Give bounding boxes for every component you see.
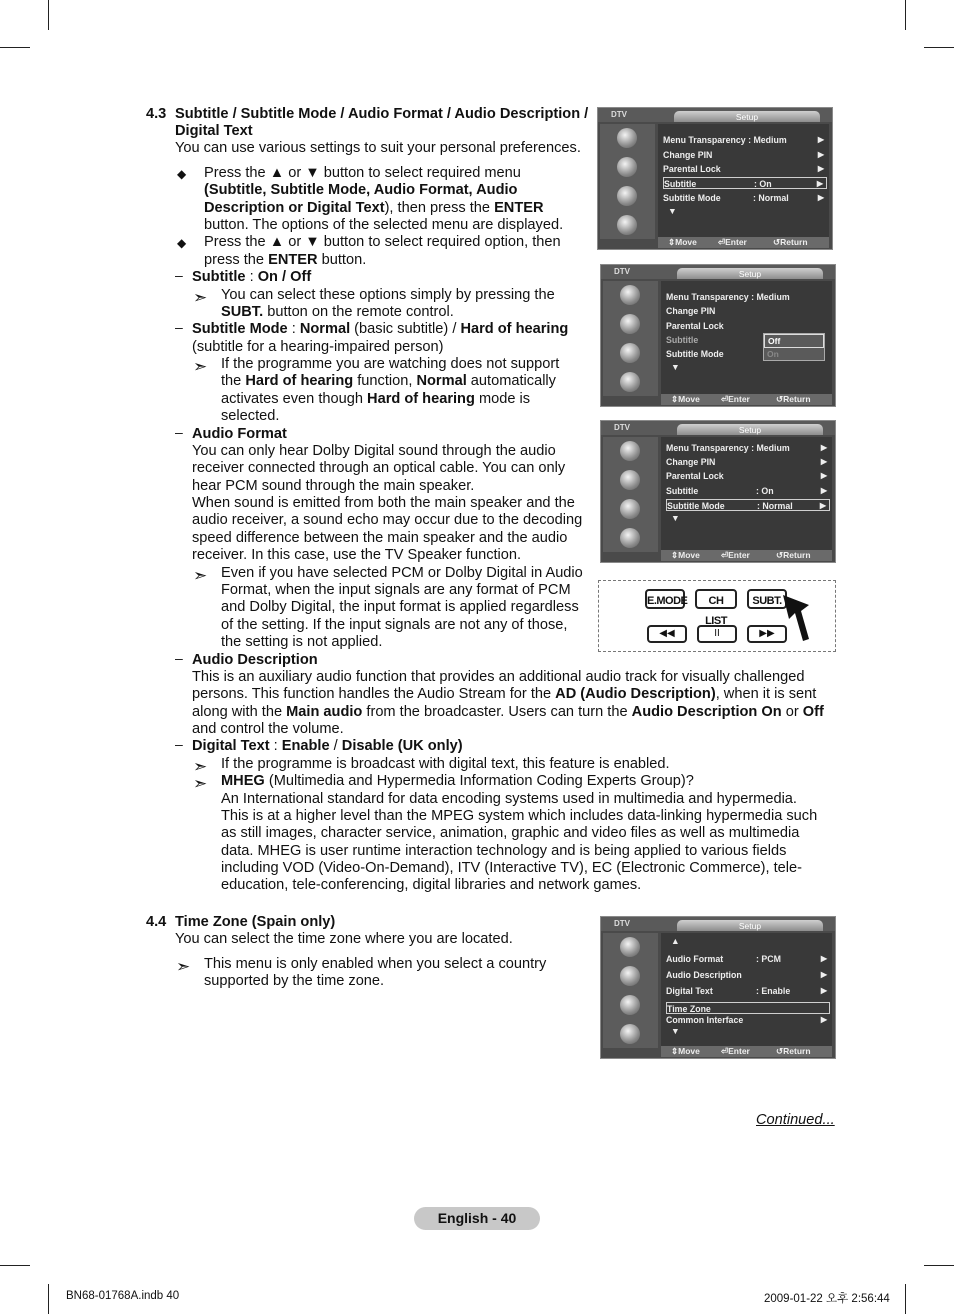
note-line: This menu is only enabled when you select a country <box>204 956 547 972</box>
sound-icon <box>620 314 640 334</box>
subt-button[interactable]: SUBT. <box>747 589 787 609</box>
body-line: This is an auxiliary audio function that provides an additional audio track for visually challenged <box>192 669 805 685</box>
dash-bullet: – <box>175 736 183 752</box>
channel-icon <box>620 499 640 519</box>
crop-mark <box>48 0 49 30</box>
note-arrow-icon: ➣ <box>193 566 208 585</box>
picture-icon <box>620 937 640 957</box>
dash-bullet: – <box>175 650 183 666</box>
section-number: 4.4 <box>146 914 167 930</box>
enter-hint: ⏎ Enter <box>721 1046 750 1056</box>
return-hint: ↺ Return <box>773 237 808 247</box>
instruction-line: Press the ▲ or ▼ button to select required option, then <box>204 234 561 250</box>
section-number: 4.3 <box>146 106 167 122</box>
setup-icon <box>620 1024 640 1044</box>
body-line: hear PCM sound through the main speaker. <box>192 478 475 494</box>
dtv-label: DTV <box>614 423 630 432</box>
option-on[interactable]: On <box>767 349 779 359</box>
body-line: You can only hear Dolby Digital sound through the audio <box>192 443 556 459</box>
page-number-badge: English - 40 <box>414 1207 540 1230</box>
note-line: the Hard of hearing function, Normal automatically <box>221 373 556 389</box>
option-heading: (subtitle for a hearing-impaired person) <box>192 339 444 355</box>
note-arrow-icon: ➣ <box>176 957 191 976</box>
note-line: including VOD (Video-On-Demand), ITV (Interactive TV), EC (Electronic Commerce), tele- <box>221 860 802 876</box>
setup-menu-screen <box>600 264 836 407</box>
option-heading: Subtitle Mode : Normal (basic subtitle) / Hard of hearing <box>192 321 569 337</box>
option-off[interactable]: Off <box>764 334 824 348</box>
note-line: data. MHEG is user runtime interaction technology and is being applied to various fields <box>221 843 787 859</box>
menu-item-subtitle-mode[interactable]: Subtitle Mode : Normal ▶ <box>666 499 830 511</box>
crop-mark <box>924 1265 954 1266</box>
menu-item-digital-text[interactable]: Digital Text : Enable ▶ <box>666 986 827 996</box>
note-arrow-icon: ➣ <box>193 288 208 307</box>
rewind-button[interactable]: ◀◀ <box>647 625 687 643</box>
return-hint: ↺ Return <box>776 550 811 560</box>
note-line: You can select these options simply by pressing the <box>221 287 555 303</box>
file-name: BN68-01768A.indb 40 <box>66 1290 180 1302</box>
setup-tab: Setup <box>674 111 820 122</box>
menu-item-transparency[interactable]: Menu Transparency : Medium <box>666 292 790 302</box>
note-arrow-icon: ➣ <box>193 757 208 776</box>
crop-mark <box>924 47 954 48</box>
section-title: Digital Text <box>175 123 253 139</box>
note-arrow-icon: ➣ <box>193 357 208 376</box>
enter-hint: ⏎ Enter <box>721 550 750 560</box>
note-line: If the programme you are watching does not support <box>221 356 560 372</box>
diamond-bullet-icon: ◆ <box>177 167 187 181</box>
instruction-line: button. The options of the selected menu are displayed. <box>204 217 564 233</box>
sound-icon <box>620 470 640 490</box>
note-line: supported by the time zone. <box>204 973 385 989</box>
body-line: receiver. In this case, use the TV Speaker function. <box>192 547 522 563</box>
menu-item-audio-format[interactable]: Audio Format : PCM ▶ <box>666 954 827 964</box>
setup-menu-screen <box>600 916 836 1059</box>
scroll-down-icon: ▼ <box>668 206 677 216</box>
scroll-down-icon: ▼ <box>671 513 680 523</box>
instruction-line: (Subtitle, Subtitle Mode, Audio Format, Audio <box>204 182 518 198</box>
option-heading: Audio Format <box>192 426 287 442</box>
move-hint: ⇕ Move <box>668 237 697 247</box>
menu-item-transparency[interactable]: Menu Transparency : Medium ▶ <box>663 135 824 145</box>
picture-icon <box>617 128 637 148</box>
note-arrow-icon: ➣ <box>193 774 208 793</box>
setup-icon <box>620 372 640 392</box>
crop-mark <box>0 47 30 48</box>
pointer-arrow-icon <box>779 591 819 647</box>
section-intro: You can select the time zone where you are located. <box>175 931 513 947</box>
menu-item-change-pin[interactable]: Change PIN ▶ <box>666 457 827 467</box>
menu-item-subtitle-mode[interactable]: Subtitle Mode : Normal ▶ <box>663 193 824 203</box>
menu-item-parental-lock[interactable]: Parental Lock <box>666 321 724 331</box>
option-heading: Subtitle : On / Off <box>192 269 312 285</box>
menu-item-time-zone[interactable]: Time Zone <box>666 1002 830 1014</box>
setup-icon <box>617 215 637 235</box>
menu-item-audio-description[interactable]: Audio Description ▶ <box>666 970 827 980</box>
scroll-up-icon: ▲ <box>671 936 680 946</box>
menu-item-transparency[interactable]: Menu Transparency : Medium ▶ <box>666 443 827 453</box>
body-line: persons. This function handles the Audio Stream for the AD (Audio Description), when it is sent <box>192 686 817 702</box>
crop-mark <box>905 0 906 30</box>
setup-icon <box>620 528 640 548</box>
note-line: and Dolby Digital, the input format is applied regardless <box>221 599 579 615</box>
instruction-line: press the ENTER button. <box>204 252 367 268</box>
fast-forward-button[interactable]: ▶▶ <box>747 625 787 643</box>
instruction-line: Press the ▲ or ▼ button to select required menu <box>204 165 521 181</box>
note-line: the setting is not applied. <box>221 634 383 650</box>
crop-mark <box>48 1284 49 1314</box>
channel-icon <box>620 343 640 363</box>
body-line: receiver connected through an optical cable. You can only <box>192 460 566 476</box>
note-line: This is at a higher level than the MPEG system which includes data-linking hypermedia such <box>221 808 818 824</box>
menu-item-subtitle[interactable]: Subtitle <box>666 335 699 345</box>
menu-item-parental-lock[interactable]: Parental Lock ▶ <box>663 164 824 174</box>
menu-item-subtitle[interactable]: Subtitle : On ▶ <box>663 177 827 189</box>
dash-bullet: – <box>175 319 183 335</box>
note-line: selected. <box>221 408 280 424</box>
return-hint: ↺ Return <box>776 1046 811 1056</box>
subtitle-option-popup <box>763 333 825 361</box>
scroll-down-icon: ▼ <box>671 1026 680 1036</box>
body-line: When sound is emitted from both the main speaker and the <box>192 495 575 511</box>
body-line: along with the Main audio from the broadcaster. Users can turn the Audio Description On or Off <box>192 704 824 720</box>
scroll-down-icon: ▼ <box>671 362 680 372</box>
crop-mark <box>905 1284 906 1314</box>
remote-control-illustration <box>598 580 836 652</box>
menu-item-subtitle[interactable]: Subtitle : On ▶ <box>666 486 827 496</box>
menu-item-change-pin[interactable]: Change PIN ▶ <box>663 150 824 160</box>
note-line: MHEG (Multimedia and Hypermedia Information Coding Experts Group)? <box>221 773 694 789</box>
body-line: audio receiver, a sound echo may occur due to the decoding <box>192 512 583 528</box>
menu-item-parental-lock[interactable]: Parental Lock ▶ <box>666 471 827 481</box>
section-intro: You can use various settings to suit your personal preferences. <box>175 140 581 156</box>
section-title: Subtitle / Subtitle Mode / Audio Format / Audio Description / <box>175 106 589 122</box>
move-hint: ⇕ Move <box>671 1046 700 1056</box>
sound-icon <box>620 966 640 986</box>
dtv-label: DTV <box>611 110 627 119</box>
option-heading: Digital Text : Enable / Disable (UK only) <box>192 738 463 754</box>
menu-item-change-pin[interactable]: Change PIN <box>666 306 716 316</box>
setup-tab: Setup <box>677 424 823 435</box>
picture-icon <box>620 441 640 461</box>
print-timestamp: 2009-01-22 오후 2:56:44 <box>764 1293 890 1305</box>
body-line: speed difference between the main speaker and the audio <box>192 530 568 546</box>
pause-button[interactable]: II <box>697 625 737 643</box>
note-line: Even if you have selected PCM or Dolby Digital in Audio <box>221 565 583 581</box>
setup-tab: Setup <box>677 920 823 931</box>
body-line: and control the volume. <box>192 721 344 737</box>
sound-icon <box>617 157 637 177</box>
crop-mark <box>0 1265 30 1266</box>
instruction-line: Description or Digital Text), then press the ENTER <box>204 200 544 216</box>
note-line: as still images, character service, animation, graphic and video files as well as multimedia <box>221 825 800 841</box>
note-line: education, tele-conferencing, digital libraries and network games. <box>221 877 642 893</box>
note-line: If the programme is broadcast with digital text, this feature is enabled. <box>221 756 670 772</box>
return-hint: ↺ Return <box>776 394 811 404</box>
dash-bullet: – <box>175 424 183 440</box>
note-line: of the setting. If the input signals are not any of those, <box>221 617 568 633</box>
section-title: Time Zone (Spain only) <box>175 914 336 930</box>
diamond-bullet-icon: ◆ <box>177 236 187 250</box>
channel-icon <box>617 186 637 206</box>
channel-icon <box>620 995 640 1015</box>
note-line: activates even though Hard of hearing mode is <box>221 391 531 407</box>
menu-item-common-interface[interactable]: Common Interface ▶ <box>666 1015 827 1025</box>
emode-button[interactable]: E.MODE <box>645 589 685 609</box>
note-line: An International standard for data encoding systems used in multimedia and hypermedia. <box>221 791 797 807</box>
picture-icon <box>620 285 640 305</box>
dash-bullet: – <box>175 267 183 283</box>
continued-label: Continued... <box>756 1112 835 1128</box>
note-line: Format, when the input signals are any format of PCM <box>221 582 571 598</box>
dtv-label: DTV <box>614 919 630 928</box>
chlist-button[interactable]: CH LIST <box>695 589 737 609</box>
menu-item-subtitle-mode[interactable]: Subtitle Mode <box>666 349 724 359</box>
enter-hint: ⏎ Enter <box>718 237 747 247</box>
move-hint: ⇕ Move <box>671 394 700 404</box>
dtv-label: DTV <box>614 267 630 276</box>
setup-menu-screen <box>597 107 833 250</box>
setup-menu-screen <box>600 420 836 563</box>
move-hint: ⇕ Move <box>671 550 700 560</box>
setup-tab: Setup <box>677 268 823 279</box>
enter-hint: ⏎ Enter <box>721 394 750 404</box>
option-heading: Audio Description <box>192 652 318 668</box>
note-line: SUBT. button on the remote control. <box>221 304 454 320</box>
